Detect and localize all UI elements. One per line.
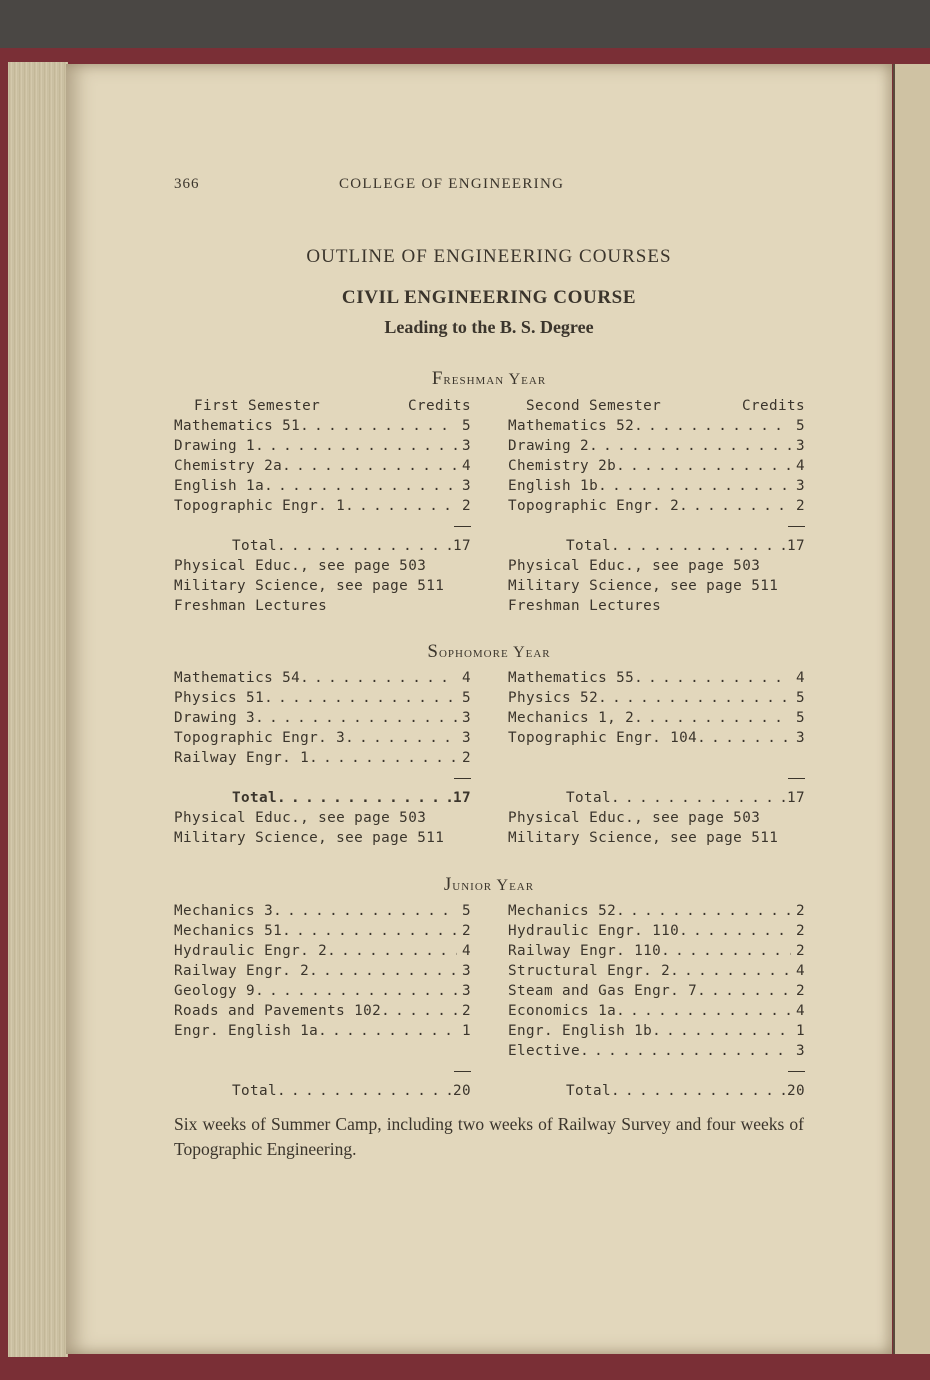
sophomore-year-heading: Sophomore Year — [427, 641, 551, 662]
course-row — [508, 496, 805, 516]
course-name: Mechanics 51 — [174, 923, 283, 939]
total-label: Total — [232, 1083, 278, 1099]
note-line: Physical Educ., see page 503 — [174, 810, 427, 826]
note-line: Physical Educ., see page 503 — [508, 558, 761, 574]
course-credits: 3 — [795, 478, 805, 494]
spacer-line — [508, 748, 805, 768]
course-row — [174, 1001, 471, 1021]
course-row — [174, 941, 471, 961]
course-credits: 4 — [795, 1003, 805, 1019]
course-row — [174, 688, 471, 708]
degree-subtitle: Leading to the B. S. Degree — [384, 317, 594, 337]
course-row — [508, 961, 805, 981]
course-name: Hydraulic Engr. 110 — [508, 923, 680, 939]
course-name: Elective — [508, 1043, 581, 1059]
total-row — [174, 1081, 471, 1101]
total-label: Total — [232, 538, 278, 554]
course-name: Topographic Engr. 1 — [174, 498, 346, 514]
sum-rule — [508, 1061, 805, 1081]
sophomore-second-semester — [508, 668, 805, 848]
course-row — [508, 941, 805, 961]
course-row — [174, 1021, 471, 1041]
course-row — [508, 688, 805, 708]
course-name: Mathematics 54 — [174, 670, 301, 686]
course-row — [508, 901, 805, 921]
sum-rule — [508, 516, 805, 536]
course-row — [174, 416, 471, 436]
course-row — [174, 436, 471, 456]
course-credits: 4 — [795, 458, 805, 474]
course-name: Geology 9 — [174, 983, 256, 999]
course-name: Railway Engr. 2 — [174, 963, 310, 979]
course-row — [508, 1021, 805, 1041]
note-line: Military Science, see page 511 — [174, 830, 445, 846]
course-row — [508, 436, 805, 456]
course-row — [174, 748, 471, 768]
course-credits: 2 — [461, 498, 471, 514]
course-row — [508, 1041, 805, 1061]
course-name: Mechanics 3 — [174, 903, 274, 919]
course-credits: 2 — [461, 750, 471, 766]
course-row — [508, 708, 805, 728]
course-credits: 2 — [461, 923, 471, 939]
semester-header — [174, 396, 471, 416]
course-name: English 1a — [174, 478, 265, 494]
sum-rule — [508, 768, 805, 788]
course-name: Drawing 2 — [508, 438, 590, 454]
spacer-line — [174, 1041, 471, 1061]
course-row — [174, 456, 471, 476]
course-row — [174, 668, 471, 688]
course-name: Engr. English 1a — [174, 1023, 319, 1039]
course-name: Steam and Gas Engr. 7 — [508, 983, 698, 999]
sum-rule — [174, 768, 471, 788]
sum-rule — [174, 1061, 471, 1081]
freshman-first-semester — [174, 396, 471, 616]
course-row — [508, 476, 805, 496]
course-name: Engr. English 1b — [508, 1023, 653, 1039]
course-row — [174, 476, 471, 496]
note-line: Military Science, see page 511 — [174, 578, 445, 594]
course-credits: 5 — [461, 903, 471, 919]
course-credits: 4 — [461, 458, 471, 474]
course-row — [174, 496, 471, 516]
course-row — [508, 668, 805, 688]
course-credits: 3 — [461, 730, 471, 746]
total-row — [174, 536, 471, 556]
total-label: Total — [232, 790, 278, 806]
course-credits: 2 — [795, 498, 805, 514]
course-name: English 1b — [508, 478, 599, 494]
note-line: Freshman Lectures — [508, 598, 662, 614]
course-name: Mechanics 1, 2 — [508, 710, 635, 726]
page-number: 366 — [174, 176, 200, 192]
freshman-second-semester — [508, 396, 805, 616]
course-credits: 3 — [795, 438, 805, 454]
course-credits: 4 — [795, 963, 805, 979]
course-name: Chemistry 2b — [508, 458, 617, 474]
course-credits: 5 — [461, 690, 471, 706]
course-row — [508, 456, 805, 476]
junior-first-semester — [174, 901, 471, 1101]
total-row — [174, 788, 471, 808]
course-name: Roads and Pavements 102 — [174, 1003, 382, 1019]
note-line: Physical Educ., see page 503 — [508, 810, 761, 826]
course-credits: 1 — [795, 1023, 805, 1039]
course-name: Hydraulic Engr. 2 — [174, 943, 328, 959]
course-row — [174, 981, 471, 1001]
facing-page-edge — [893, 64, 930, 1354]
total-row — [508, 788, 805, 808]
summer-camp-note: Six weeks of Summer Camp, including two weeks of Railway Survey and four weeks of Topographic Engineering. — [174, 1114, 804, 1159]
course-credits: 4 — [461, 943, 471, 959]
course-name: Topographic Engr. 3 — [174, 730, 346, 746]
course-name: Physics 51 — [174, 690, 265, 706]
course-row — [508, 416, 805, 436]
page-title: OUTLINE OF ENGINEERING COURSES — [306, 246, 672, 267]
course-credits: 3 — [461, 983, 471, 999]
junior-year-heading: Junior Year — [443, 874, 535, 895]
course-name: Mathematics 52 — [508, 418, 635, 434]
course-credits: 2 — [795, 903, 805, 919]
credits-label: Credits — [407, 398, 471, 414]
course-credits: 4 — [461, 670, 471, 686]
course-name: Railway Engr. 110 — [508, 943, 662, 959]
course-name: Drawing 1 — [174, 438, 256, 454]
total-value: 20 — [452, 1083, 471, 1099]
course-credits: 5 — [461, 418, 471, 434]
total-value: 17 — [786, 790, 805, 806]
course-name: Chemistry 2a — [174, 458, 283, 474]
course-credits: 1 — [461, 1023, 471, 1039]
course-row — [174, 728, 471, 748]
course-name: Topographic Engr. 2 — [508, 498, 680, 514]
course-row — [174, 708, 471, 728]
scanner-background — [0, 0, 930, 48]
running-head — [174, 176, 804, 198]
total-row — [508, 1081, 805, 1101]
running-title: COLLEGE OF ENGINEERING — [339, 176, 565, 192]
course-name: Topographic Engr. 104 — [508, 730, 698, 746]
course-credits: 2 — [795, 943, 805, 959]
course-row — [174, 901, 471, 921]
course-credits: 5 — [795, 418, 805, 434]
course-name: Mathematics 51 — [174, 418, 301, 434]
note-line: Freshman Lectures — [174, 598, 328, 614]
total-row — [508, 536, 805, 556]
course-credits: 3 — [461, 438, 471, 454]
semester-label: First Semester — [194, 398, 321, 414]
course-credits: 5 — [795, 710, 805, 726]
course-credits: 3 — [461, 478, 471, 494]
note-line: Military Science, see page 511 — [508, 830, 779, 846]
course-credits: 2 — [795, 983, 805, 999]
course-row — [174, 961, 471, 981]
total-value: 20 — [786, 1083, 805, 1099]
course-name: Drawing 3 — [174, 710, 256, 726]
sum-rule — [174, 516, 471, 536]
total-label: Total — [566, 790, 612, 806]
freshman-year-heading: Freshman Year — [431, 368, 547, 389]
course-credits: 3 — [461, 963, 471, 979]
course-name: Economics 1a — [508, 1003, 617, 1019]
semester-label: Second Semester — [526, 398, 662, 414]
course-credits: 3 — [795, 1043, 805, 1059]
course-row — [508, 728, 805, 748]
course-row — [508, 1001, 805, 1021]
total-label: Total — [566, 538, 612, 554]
semester-header — [508, 396, 805, 416]
credits-label: Credits — [741, 398, 805, 414]
sophomore-first-semester — [174, 668, 471, 848]
junior-second-semester — [508, 901, 805, 1101]
total-value: 17 — [452, 538, 471, 554]
total-value: 17 — [786, 538, 805, 554]
course-credits: 3 — [461, 710, 471, 726]
course-credits: 2 — [795, 923, 805, 939]
course-name: Structural Engr. 2 — [508, 963, 671, 979]
course-credits: 2 — [461, 1003, 471, 1019]
course-name: Railway Engr. 1 — [174, 750, 310, 766]
course-row — [508, 981, 805, 1001]
course-name: Mechanics 52 — [508, 903, 617, 919]
course-row — [174, 921, 471, 941]
course-credits: 4 — [795, 670, 805, 686]
total-value: 17 — [452, 790, 471, 806]
course-credits: 5 — [795, 690, 805, 706]
course-name: Physics 52 — [508, 690, 599, 706]
note-line: Military Science, see page 511 — [508, 578, 779, 594]
page-edges — [8, 62, 68, 1357]
course-row — [508, 921, 805, 941]
course-name: Mathematics 55 — [508, 670, 635, 686]
total-label: Total — [566, 1083, 612, 1099]
course-credits: 3 — [795, 730, 805, 746]
note-line: Physical Educ., see page 503 — [174, 558, 427, 574]
course-title: CIVIL ENGINEERING COURSE — [341, 287, 637, 308]
